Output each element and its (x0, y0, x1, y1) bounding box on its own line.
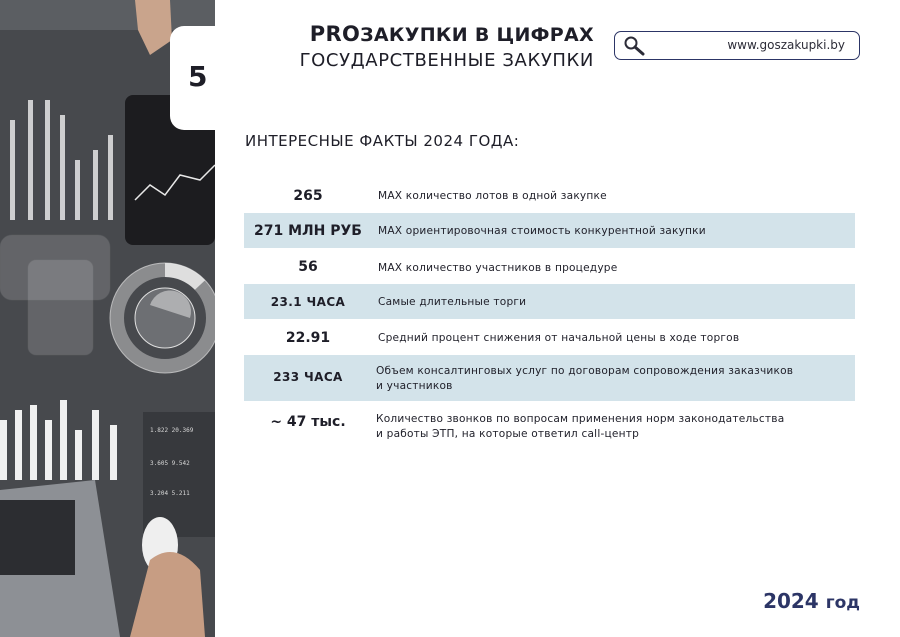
fact-description: Средний процент снижения от начальной цены в ходе торгов (378, 332, 740, 344)
fact-row-max-participants (244, 249, 855, 284)
title-rest: ЗАКУПКИ В ЦИФРАХ (360, 24, 594, 46)
page-number: 5 (188, 60, 208, 93)
fact-value: 233 ЧАСА (273, 370, 343, 384)
fact-row-max-lots (244, 179, 855, 213)
website-search-box[interactable] (614, 31, 860, 60)
fact-value: 56 (298, 259, 318, 275)
website-url[interactable]: www.goszakupki.by (727, 38, 845, 52)
page-title (310, 22, 594, 46)
fact-value: ~ 47 тыс. (270, 414, 346, 430)
fact-value: 271 МЛН РУБ (254, 223, 362, 239)
fact-description (376, 412, 784, 442)
fact-row-calls (244, 402, 855, 448)
facts-heading: ИНТЕРЕСНЫЕ ФАКТЫ 2024 ГОДА: (245, 132, 520, 150)
magnifier-icon (623, 35, 647, 61)
fact-description-line: и участников (376, 380, 453, 392)
fact-row-consulting (244, 355, 855, 401)
fact-description: MAX количество участников в процедуре (378, 262, 618, 274)
fact-description-line: Объем консалтинговых услуг по договорам сопровождения заказчиков (376, 365, 794, 377)
svg-text:1.822 20.369: 1.822 20.369 (150, 427, 194, 434)
year-number: 2024 (763, 589, 819, 613)
fact-description (376, 364, 793, 394)
fact-row-max-cost (244, 213, 855, 248)
page-subtitle: ГОСУДАРСТВЕННЫЕ ЗАКУПКИ (299, 50, 594, 71)
fact-description-line: и работы ЭТП, на которые ответил call-центр (376, 428, 640, 440)
year-word: год (825, 593, 860, 613)
fact-description: MAX ориентировочная стоимость конкурентной закупки (378, 225, 706, 237)
svg-text:3.605 9.542: 3.605 9.542 (150, 460, 190, 467)
fact-row-longest-auction (244, 284, 855, 319)
footer-year (763, 589, 860, 613)
fact-row-avg-reduction (244, 320, 855, 355)
fact-description: Самые длительные торги (378, 296, 527, 308)
fact-description-line: Количество звонков по вопросам применения норм законодательства (376, 413, 785, 425)
fact-value: 22.91 (285, 330, 331, 346)
fact-description: MAX количество лотов в одной закупке (378, 190, 607, 202)
svg-text:3.204 5.211: 3.204 5.211 (150, 490, 190, 497)
fact-value: 23.1 ЧАСА (270, 295, 346, 309)
fact-value: 265 (293, 188, 323, 204)
title-pro: PRO (309, 22, 361, 46)
